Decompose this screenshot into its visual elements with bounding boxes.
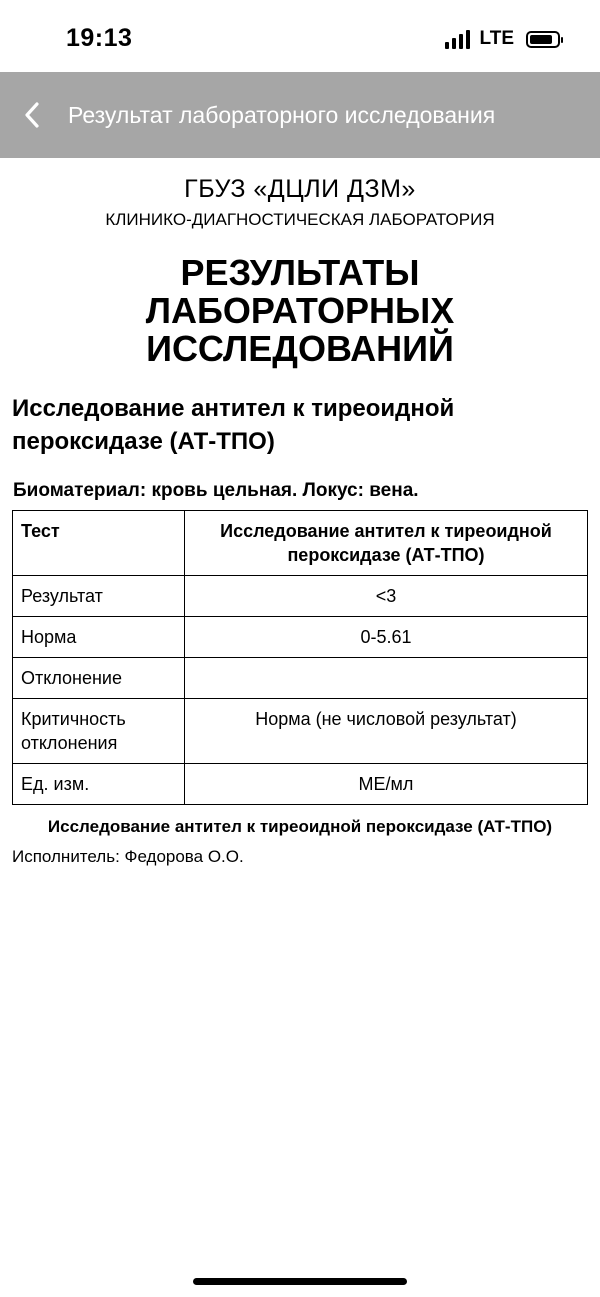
home-indicator[interactable] bbox=[193, 1278, 407, 1285]
biomaterial: Биоматериал: кровь цельная. Локус: вена. bbox=[13, 480, 419, 501]
test-title: Исследование антител к тиреоидной пероксидазе (АТ-ТПО) bbox=[12, 395, 455, 455]
table-header-row bbox=[13, 511, 588, 576]
org-subtitle: КЛИНИКО-ДИАГНОСТИЧЕСКАЯ ЛАБОРАТОРИЯ bbox=[105, 210, 495, 229]
table-cell-value: Норма (не числовой результат) bbox=[185, 699, 588, 764]
executor: Исполнитель: Федорова О.О. bbox=[12, 847, 244, 866]
chevron-left-icon bbox=[24, 101, 40, 129]
table-cell-label: Ед. изм. bbox=[13, 764, 185, 805]
table-row bbox=[13, 764, 588, 805]
table-cell-value: <3 bbox=[185, 576, 588, 617]
report-content bbox=[0, 158, 600, 867]
table-row bbox=[13, 617, 588, 658]
table-cell-label: Критичность отклонения bbox=[13, 699, 185, 764]
table-cell-value: МЕ/мл bbox=[185, 764, 588, 805]
table-row bbox=[13, 576, 588, 617]
table-cell-label: Норма bbox=[13, 617, 185, 658]
table-cell-label: Результат bbox=[13, 576, 185, 617]
status-time: 19:13 bbox=[66, 24, 133, 52]
results-table bbox=[12, 510, 588, 805]
table-row bbox=[13, 699, 588, 764]
table-caption: Исследование антител к тиреоидной пероксидазе (АТ-ТПО) bbox=[47, 817, 553, 836]
battery-icon bbox=[526, 31, 560, 48]
status-bar bbox=[0, 0, 600, 72]
nav-title: Результат лабораторного исследования bbox=[68, 101, 496, 128]
signal-icon bbox=[445, 29, 470, 49]
network-type: LTE bbox=[479, 28, 514, 49]
table-cell-label: Отклонение bbox=[13, 658, 185, 699]
org-name: ГБУЗ «ДЦЛИ ДЗМ» bbox=[184, 175, 416, 203]
table-cell-value bbox=[185, 658, 588, 699]
table-header-cell: Тест bbox=[13, 511, 185, 576]
back-button[interactable] bbox=[0, 72, 60, 158]
table-row bbox=[13, 658, 588, 699]
nav-bar bbox=[0, 72, 600, 158]
table-cell-value: 0-5.61 bbox=[185, 617, 588, 658]
status-indicators bbox=[445, 28, 560, 50]
table-header-cell: Исследование антител к тиреоидной пероксидазе (АТ-ТПО) bbox=[185, 511, 588, 576]
page-title: РЕЗУЛЬТАТЫ ЛАБОРАТОРНЫХ ИССЛЕДОВАНИЙ bbox=[145, 252, 455, 369]
